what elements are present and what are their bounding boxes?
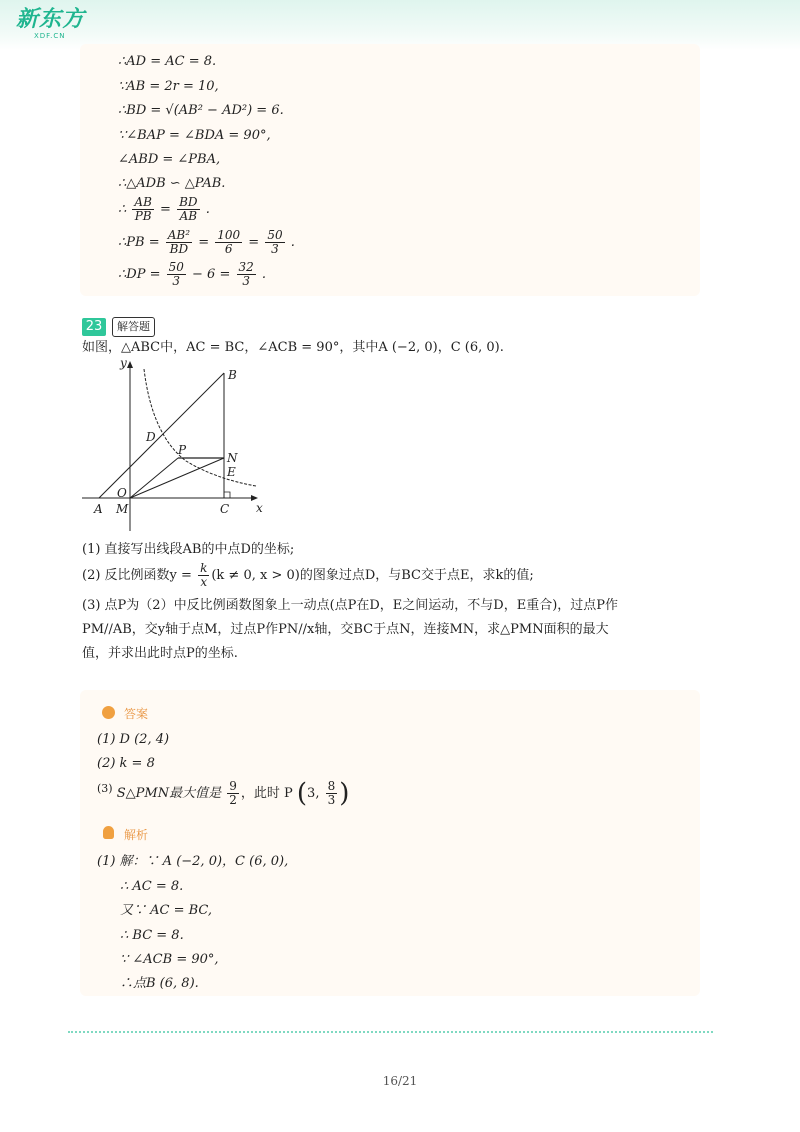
segment-pm [130,458,178,498]
label-y: y [120,356,127,370]
label-d: D [146,430,156,444]
pb-prefix: ∴PB = [118,235,160,250]
page-number: 16/21 [382,1074,418,1088]
part2-prefix: (2) 反比例函数y = [82,568,192,583]
fraction [166,229,192,256]
analysis-line: ∴点B (6, 8). [120,976,199,991]
y-axis-arrow [127,361,133,368]
solution-line: ∵∠BAP = ∠BDA = 90°, [118,128,271,143]
answer-3-mid: ，此时 P [240,786,293,801]
end-mark: . [205,202,210,217]
label-a: A [94,502,103,516]
label-x: x [256,501,263,515]
solution-line: ∴AD = AC = 8. [118,54,217,69]
fraction-den: BD [169,242,189,256]
solution-line: ∴BD = √(AB² − AD²) = 6. [118,103,284,118]
dp-line [118,261,266,288]
analysis-title: 解析 [124,828,149,842]
fraction-den: 6 [224,242,233,256]
answer-icon [102,706,115,719]
solution-line: ∴△ADB ∽ △PAB. [118,176,226,191]
paren-left: ( [296,778,308,809]
equals: = [248,235,260,250]
question-part-3-line: PM//AB，交y轴于点M，过点P作PN//x轴，交BC于点N，连接MN，求△PMN面积的最大 [82,622,609,637]
equals: = [160,202,171,217]
segment-ab [99,373,224,498]
question-part-2 [82,562,534,589]
fraction-den: 3 [271,242,279,256]
fraction-num: AB² [167,228,191,242]
fraction-den: x [200,575,208,589]
question-part-1: (1) 直接写出线段AB的中点D的坐标; [82,542,295,557]
analysis-line: 又∵ AC = BC, [120,903,213,918]
fraction-num: 100 [217,228,241,242]
label-n: N [227,451,238,465]
fraction [167,261,186,288]
section-divider [68,1031,713,1033]
page-header [0,0,800,50]
fraction [227,780,239,807]
ratio-line [118,196,210,223]
equals: = [198,235,210,250]
fraction-den: PB [134,209,152,223]
right-angle-mark [224,492,230,498]
fraction-den: 3 [327,793,336,807]
answer-3-label: (3) [97,782,113,795]
ratio-prefix: ∴ [118,202,127,217]
analysis-line: ∵ ∠ACB = 90°, [120,952,219,967]
dp-prefix: ∴DP = [118,267,161,282]
answer-3-x: 3, [307,786,320,801]
part2-suffix: (k ≠ 0, x > 0)的图象过点D，与BC交于点E，求k的值; [211,568,534,583]
fraction-num: 50 [168,260,184,274]
segment-mn [130,458,224,498]
question-part-3-line: (3) 点P为（2）中反比例函数图象上一动点(点P在D，E之间运动，不与D，E重合)，过点P作 [82,598,619,613]
fraction [132,196,153,223]
dp-mid: − 6 = [192,267,231,282]
label-p: P [178,443,187,457]
logo-subtext: XDF.CN [34,32,66,40]
analysis-line: ∴ BC = 8. [120,928,184,943]
solution-line: ∠ABD = ∠PBA, [118,152,221,167]
fraction [198,562,209,589]
fraction-num: 9 [229,779,237,793]
question-type-badge: 解答题 [112,317,155,337]
label-c: C [220,502,230,516]
fraction-den: 3 [242,274,250,288]
analysis-line: ∴ AC = 8. [120,879,184,894]
answer-line: (2) k = 8 [97,756,155,771]
fraction-num: k [200,561,208,575]
fraction-num: BD [179,195,198,209]
pb-line [118,229,295,256]
fraction-num: AB [134,195,152,209]
fraction-num: 32 [238,260,254,274]
question-number: 23 [82,318,106,336]
label-o: O [117,486,127,500]
fraction [215,229,242,256]
solution-line: ∵AB = 2r = 10, [118,79,219,94]
fraction-den: 3 [172,274,181,288]
answer-line-3 [97,780,349,807]
label-b: B [228,368,237,382]
label-e: E [227,465,236,479]
analysis-line: (1) 解：∵ A (−2, 0)，C (6, 0), [97,854,289,869]
fraction-num: 8 [327,779,336,793]
answer-3-area: S△PMN最大值是 [116,786,222,801]
end-mark: . [290,235,295,250]
fraction [265,229,284,256]
fraction [326,780,338,807]
logo-text: 新东方 [16,7,86,32]
fraction [177,196,199,223]
fraction-num: 50 [267,228,283,242]
answer-line: (1) D (2, 4) [97,732,170,747]
fraction [237,261,256,288]
end-mark: . [261,267,267,282]
fraction-den: AB [179,209,198,223]
question-part-3-line: 值，并求出此时点P的坐标. [82,646,238,661]
label-m: M [116,502,129,516]
lightbulb-icon [103,826,114,839]
answer-title: 答案 [124,707,149,721]
fraction-den: 2 [229,793,237,807]
question-intro: 如图，△ABC中，AC = BC，∠ACB = 90°，其中A (−2, 0)，C (6, 0). [82,340,504,355]
geometry-figure [78,355,278,535]
paren-right: ) [339,778,350,809]
brand-logo [16,8,85,40]
